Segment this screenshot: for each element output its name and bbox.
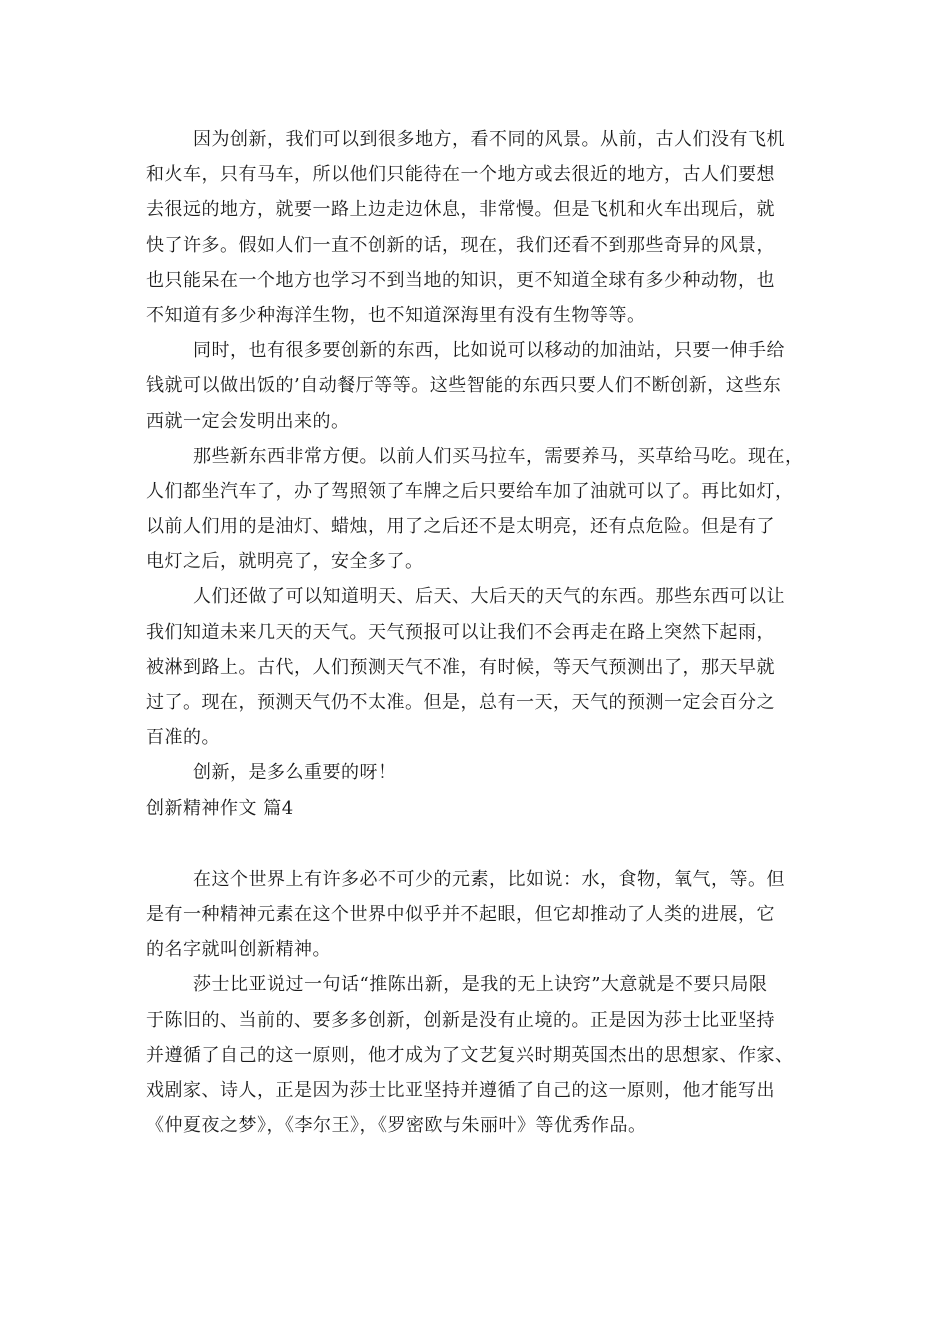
text-line: 去很远的地方，就要一路上边走边休息，非常慢。但是飞机和火车出现后，就: [146, 199, 775, 221]
text-line: 不知道有多少种海洋生物，也不知道深海里有没有生物等等。: [146, 304, 646, 326]
text-line: 电灯之后，就明亮了，安全多了。: [146, 551, 424, 573]
text-line: 是有一种精神元素在这个世界中似乎并不起眼，但它却推动了人类的进展，它: [146, 903, 775, 925]
document-page: [146, 122, 812, 1143]
text-line: 并遵循了自己的这一原则，他才成为了文艺复兴时期英国杰出的思想家、作家、: [146, 1044, 794, 1066]
text-line: 百准的。: [146, 727, 220, 749]
text-line: 的名字就叫创新精神。: [146, 939, 331, 961]
text-line: 因为创新，我们可以到很多地方，看不同的风景。从前，古人们没有飞机: [193, 129, 785, 150]
text-line: 戏剧家、诗人，正是因为莎士比亚坚持并遵循了自己的这一原则，他才能写出: [146, 1079, 775, 1101]
paragraph: [146, 862, 812, 968]
paragraph: [146, 755, 812, 790]
text-line: 那些新东西非常方便。以前人们买马拉车，需要养马，买草给马吃。现在，: [193, 445, 804, 467]
text-line: 在这个世界上有许多必不可少的元素，比如说：水，食物，氧气，等。但: [193, 868, 785, 890]
text-line: 钱就可以做出饭的’自动餐厅等等。这些智能的东西只要人们不断创新，这些东: [146, 375, 782, 397]
paragraph: [146, 579, 812, 755]
paragraph: [146, 333, 812, 439]
text-line: 莎士比亚说过一句话“推陈出新，是我的无上诀窍”大意就是不要只局限: [193, 974, 768, 996]
text-line: 被淋到路上。古代，人们预测天气不准，有时候，等天气预测出了，那天早就: [146, 656, 775, 678]
text-line: 和火车，只有马车，所以他们只能待在一个地方或去很近的地方，古人们要想: [146, 164, 775, 186]
text-line: 也只能呆在一个地方也学习不到当地的知识，更不知道全球有多少种动物，也: [146, 269, 775, 291]
text-line: 于陈旧的、当前的、要多多创新，创新是没有止境的。正是因为莎士比亚坚持: [146, 1009, 775, 1031]
text-line: 以前人们用的是油灯、蜡烛，用了之后还不是太明亮，还有点危险。但是有了: [146, 516, 775, 538]
text-line: 人们还做了可以知道明天、后天、大后天的天气的东西。那些东西可以让: [193, 586, 785, 608]
paragraph: [146, 967, 812, 1143]
text-line: 《仲夏夜之梦》，《李尔王》，《罗密欧与朱丽叶》等优秀作品。: [146, 1115, 647, 1137]
section-heading: 创新精神作文 篇4: [146, 797, 294, 819]
paragraph: [146, 439, 812, 580]
text-line: 西就一定会发明出来的。: [146, 410, 350, 432]
text-line: 人们都坐汽车了，办了驾照领了车牌之后只要给车加了油就可以了。再比如灯，: [146, 480, 794, 502]
text-line: 快了许多。假如人们一直不创新的话，现在，我们还看不到那些奇异的风景，: [146, 234, 775, 256]
paragraph: [146, 122, 812, 333]
spacer: [146, 826, 812, 862]
text-line: 过了。现在，预测天气仍不太准。但是，总有一天，天气的预测一定会百分之: [146, 692, 775, 713]
text-line: 我们知道未来几天的天气。天气预报可以让我们不会再走在路上突然下起雨，: [146, 621, 775, 643]
text-line: 创新，是多么重要的呀！: [193, 762, 397, 784]
text-line: 同时，也有很多要创新的东西，比如说可以移动的加油站，只要一伸手给: [193, 340, 785, 362]
